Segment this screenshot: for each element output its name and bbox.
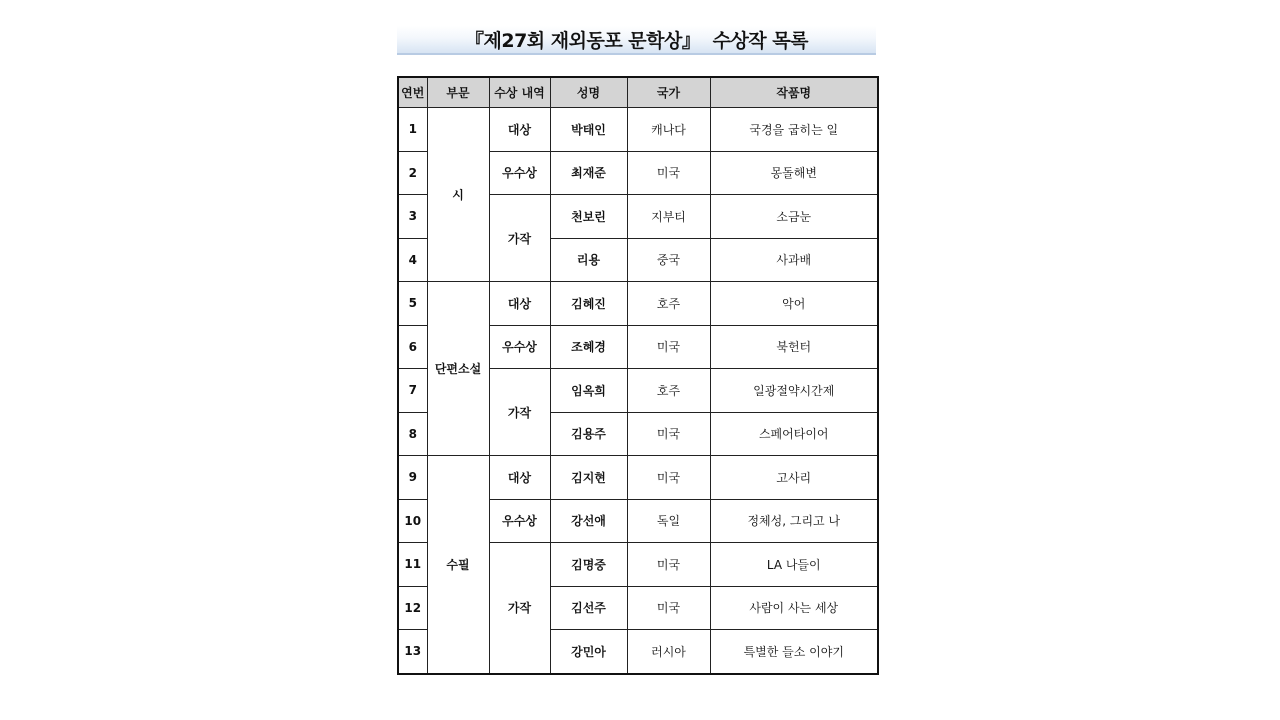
- title-banner: [397, 26, 876, 55]
- header-country: 국가: [627, 77, 710, 108]
- category-short-story: 단편소설: [427, 282, 489, 456]
- cell-name: 강선애: [550, 499, 627, 543]
- cell-country: 미국: [627, 325, 710, 369]
- cell-name: 김용주: [550, 412, 627, 456]
- table-row: [398, 108, 878, 152]
- cell-name: 최재준: [550, 151, 627, 195]
- award-cell: 가작: [489, 369, 550, 456]
- cell-country: 독일: [627, 499, 710, 543]
- cell-work: 특별한 들소 이야기: [710, 630, 878, 674]
- cell-name: 박태인: [550, 108, 627, 152]
- header-category: 부문: [427, 77, 489, 108]
- cell-country: 지부티: [627, 195, 710, 239]
- cell-country: 캐나다: [627, 108, 710, 152]
- award-cell: 대상: [489, 282, 550, 326]
- header-no: 연번: [398, 77, 427, 108]
- cell-country: 중국: [627, 238, 710, 282]
- cell-name: 김명중: [550, 543, 627, 587]
- cell-work: 일광절약시간제: [710, 369, 878, 413]
- cell-work: 정체성, 그리고 나: [710, 499, 878, 543]
- cell-country: 호주: [627, 282, 710, 326]
- cell-name: 천보린: [550, 195, 627, 239]
- header-work: 작품명: [710, 77, 878, 108]
- cell-work: 악어: [710, 282, 878, 326]
- cell-name: 임옥희: [550, 369, 627, 413]
- cell-country: 호주: [627, 369, 710, 413]
- cell-name: 김지현: [550, 456, 627, 500]
- award-cell: 대상: [489, 108, 550, 152]
- table-header-row: [398, 77, 878, 108]
- cell-no: 13: [398, 630, 427, 674]
- category-poetry: 시: [427, 108, 489, 282]
- award-cell: 가작: [489, 543, 550, 674]
- cell-work: 국경을 굽히는 일: [710, 108, 878, 152]
- header-award: 수상 내역: [489, 77, 550, 108]
- cell-work: 몽돌해변: [710, 151, 878, 195]
- award-cell: 대상: [489, 456, 550, 500]
- cell-work: 스페어타이어: [710, 412, 878, 456]
- cell-no: 2: [398, 151, 427, 195]
- cell-no: 1: [398, 108, 427, 152]
- cell-country: 미국: [627, 456, 710, 500]
- cell-work: 북헌터: [710, 325, 878, 369]
- cell-name: 조혜경: [550, 325, 627, 369]
- cell-name: 강민아: [550, 630, 627, 674]
- cell-no: 4: [398, 238, 427, 282]
- cell-no: 12: [398, 586, 427, 630]
- cell-country: 미국: [627, 151, 710, 195]
- cell-work: 사람이 사는 세상: [710, 586, 878, 630]
- header-name: 성명: [550, 77, 627, 108]
- cell-name: 리용: [550, 238, 627, 282]
- page-title: 『제27회 재외동포 문학상』 수상작 목록: [465, 30, 808, 52]
- cell-no: 7: [398, 369, 427, 413]
- cell-no: 9: [398, 456, 427, 500]
- cell-country: 미국: [627, 412, 710, 456]
- cell-no: 10: [398, 499, 427, 543]
- award-cell: 우수상: [489, 499, 550, 543]
- cell-work: 소금눈: [710, 195, 878, 239]
- table-row: [398, 456, 878, 500]
- table-row: [398, 282, 878, 326]
- cell-country: 미국: [627, 543, 710, 587]
- cell-no: 6: [398, 325, 427, 369]
- category-essay: 수필: [427, 456, 489, 674]
- award-cell: 우수상: [489, 325, 550, 369]
- cell-country: 미국: [627, 586, 710, 630]
- cell-no: 3: [398, 195, 427, 239]
- cell-work: 사과배: [710, 238, 878, 282]
- cell-no: 5: [398, 282, 427, 326]
- cell-work: 고사리: [710, 456, 878, 500]
- cell-no: 11: [398, 543, 427, 587]
- awards-table: [397, 76, 879, 675]
- cell-work: LA 나들이: [710, 543, 878, 587]
- cell-name: 김혜진: [550, 282, 627, 326]
- award-cell: 가작: [489, 195, 550, 282]
- cell-no: 8: [398, 412, 427, 456]
- cell-name: 김선주: [550, 586, 627, 630]
- cell-country: 러시아: [627, 630, 710, 674]
- award-cell: 우수상: [489, 151, 550, 195]
